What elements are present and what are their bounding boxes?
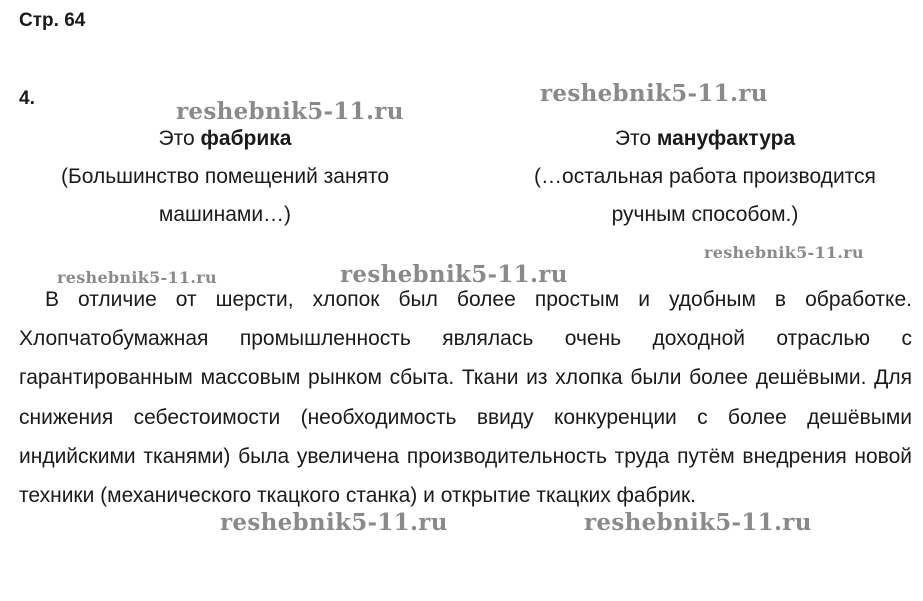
left-explanation-line-2: машинами…) [158, 203, 292, 226]
task-number: 4. [19, 88, 35, 109]
left-explanation-line-1: (Большинство помещений занято [60, 165, 390, 188]
right-term-prefix: Это [614, 127, 657, 150]
right-term: мануфактура [656, 127, 796, 150]
watermark: reshebnik5-11.ru [540, 80, 768, 107]
watermark: reshebnik5-11.ru [584, 509, 812, 536]
watermark: reshebnik5-11.ru [340, 261, 568, 288]
answer-right-column [500, 120, 910, 234]
right-explanation-line-1: (…остальная работа производится [534, 165, 876, 188]
page-number: Стр. 64 [19, 10, 86, 31]
answer-paragraph: В отличие от шерсти, хлопок был более простым и удобным в обработке. Хлопчатобумажная промышленность являлась очень доходной отраслью с гарантированным массовым рынком сбыта. Ткани из хлопка были более дешёвыми. Для снижения себестоимости (необходимость ввиду конкуренции с более дешёвыми индийскими тканями) была увеличена производительность труда путём внедрения новой техники (механического ткацкого станка) и открытие ткацких фабрик. [19, 288, 912, 508]
left-term: фабрика [200, 127, 292, 150]
right-term-line [500, 120, 910, 158]
watermark: reshebnik5-11.ru [220, 509, 448, 536]
watermark: reshebnik5-11.ru [176, 98, 404, 125]
watermark: reshebnik5-11.ru [57, 268, 217, 287]
left-term-prefix: Это [158, 127, 201, 150]
answer-left-column [20, 120, 430, 234]
left-term-line [20, 120, 430, 158]
right-explanation-line-2: ручным способом.) [611, 203, 799, 226]
watermark: reshebnik5-11.ru [704, 243, 864, 262]
